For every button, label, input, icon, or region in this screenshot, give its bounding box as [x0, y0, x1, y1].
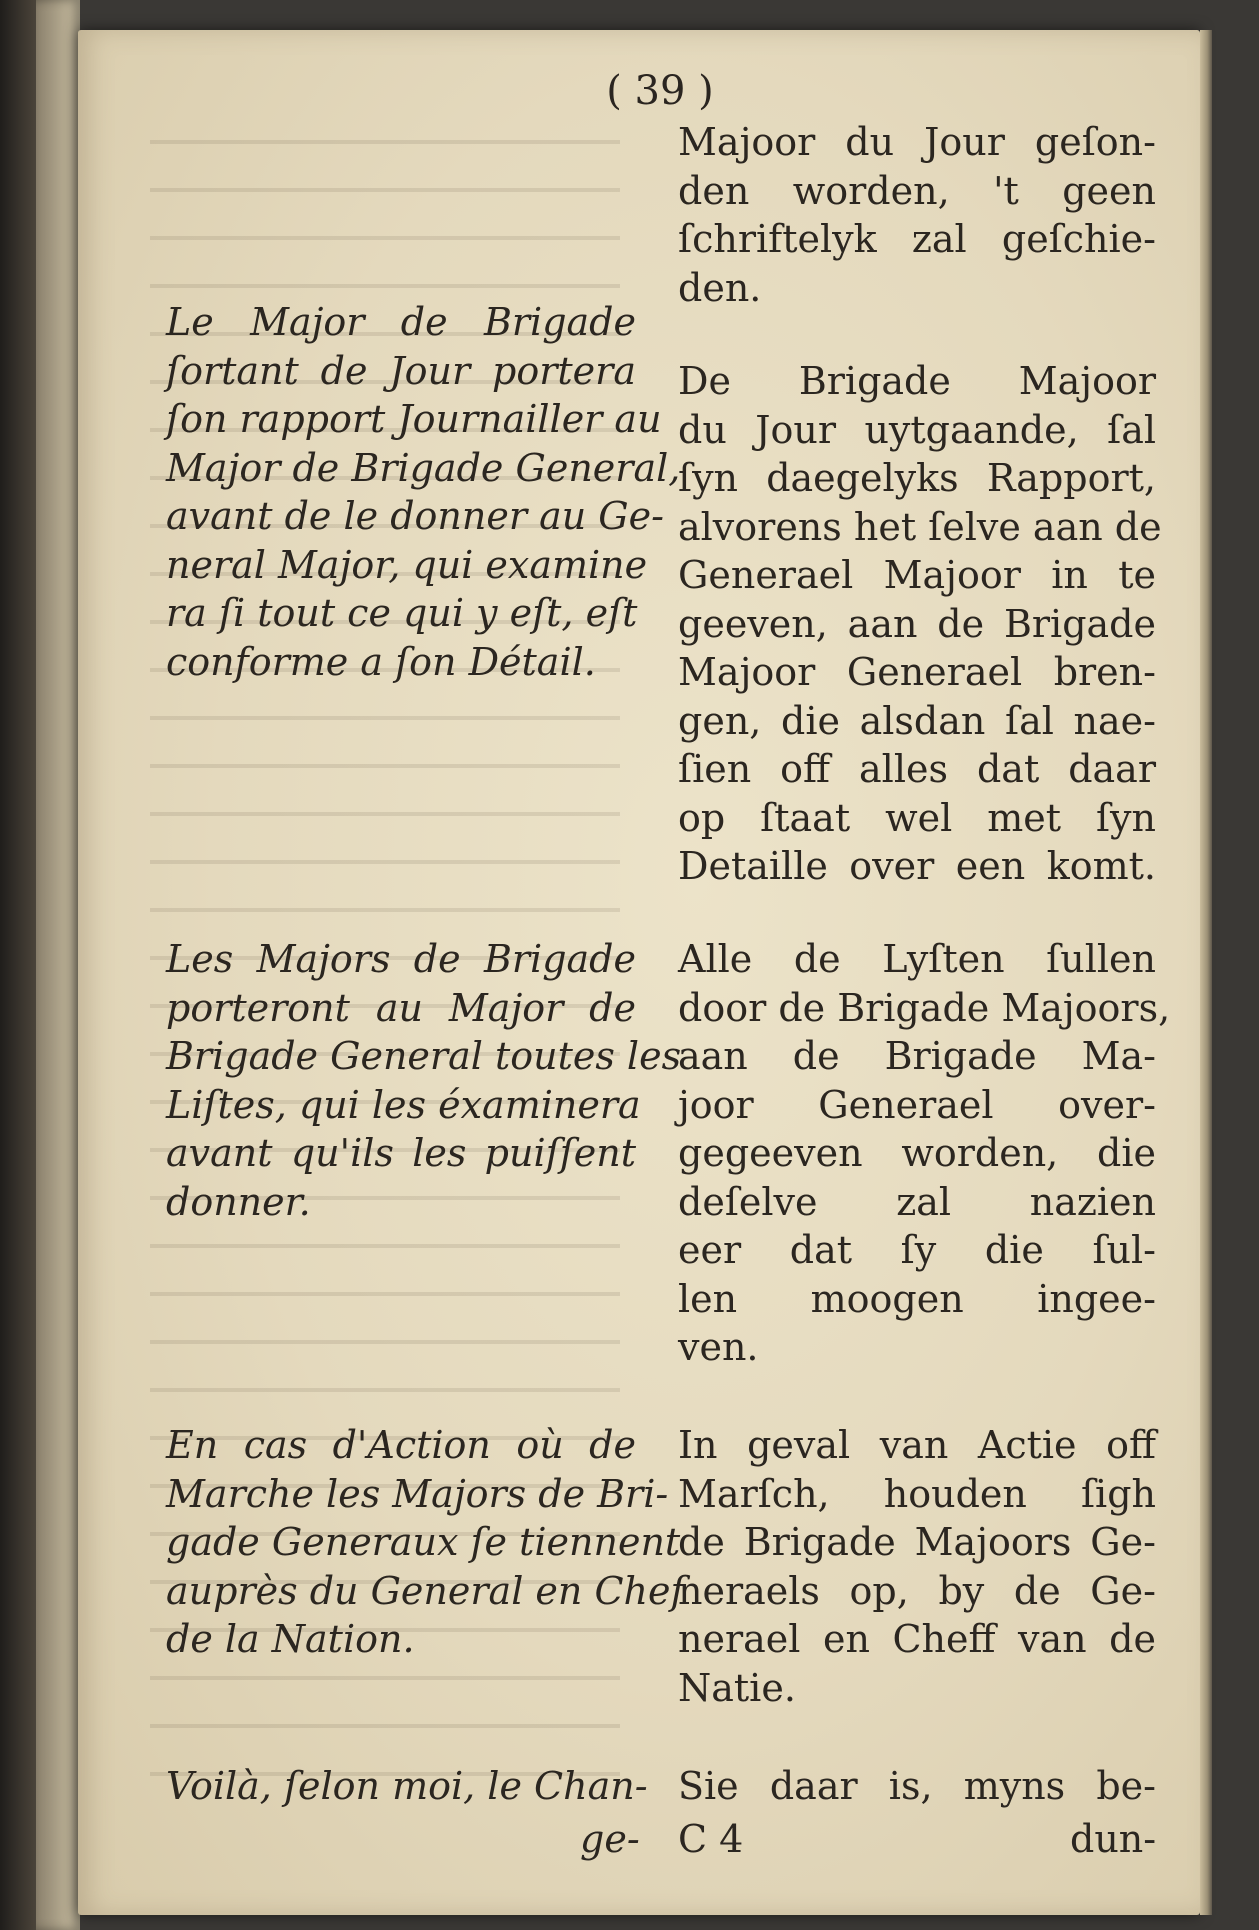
text-line: Liſtes, qui les éxaminera — [166, 1082, 641, 1127]
text-line: Sie daar is, myns be- — [678, 1764, 1156, 1808]
text-line: deſelve zal nazien — [678, 1179, 1156, 1224]
text-line: neraels op, by de Ge- — [678, 1568, 1156, 1613]
text-line: de la Nation. — [166, 1617, 415, 1661]
text-line: Brigade General toutes les — [166, 1034, 682, 1078]
book-spine — [0, 0, 36, 1930]
text-line: aan de Brigade Ma- — [678, 1034, 1156, 1078]
text-line: Les Majors de Brigade — [166, 937, 636, 981]
signature-mark: C 4 — [678, 1817, 744, 1861]
catchword-left: ge- — [580, 1817, 640, 1861]
text-line: den. — [678, 265, 762, 310]
text-line: eer dat ſy die ſul- — [678, 1228, 1156, 1272]
text-line: gen, die alsdan ſal nae- — [678, 698, 1156, 743]
text-line: porteront au Major de — [166, 985, 636, 1030]
text-line: ſchriftelyk zal geſchie- — [678, 217, 1156, 261]
text-line: ven. — [678, 1325, 759, 1369]
text-line: Marche les Majors de Bri- — [166, 1471, 669, 1516]
dutch-paragraph-1 — [678, 118, 1156, 312]
text-line: conforme a ſon Détail. — [166, 639, 596, 684]
text-line: door de Brigade Majoors, — [678, 985, 1171, 1030]
text-line: op ſtaat wel met ſyn — [678, 795, 1156, 840]
text-line: du Jour uytgaande, ſal — [678, 407, 1156, 452]
text-line: Generael Majoor in te — [678, 553, 1156, 597]
page-number: ( 39 ) — [606, 68, 714, 114]
text-line: Natie. — [678, 1665, 796, 1710]
text-line: len moogen ingee- — [678, 1276, 1156, 1321]
text-line: Majoor Generael bren- — [678, 650, 1156, 694]
facing-page-edge — [36, 0, 80, 1930]
text-line: avant de le donner au Ge- — [166, 494, 664, 538]
text-line: ſon rapport Journailler au — [166, 397, 662, 441]
french-paragraph-3 — [166, 1421, 685, 1664]
dutch-paragraph-3 — [678, 935, 1171, 1372]
french-paragraph-2 — [166, 935, 682, 1226]
text-line: De Brigade Majoor — [678, 359, 1156, 403]
text-line: den worden, 't geen — [678, 168, 1156, 213]
text-line: Alle de Lyſten ſullen — [678, 937, 1156, 981]
dutch-paragraph-2 — [678, 357, 1162, 891]
text-line: Majoor du Jour geſon- — [678, 120, 1156, 164]
french-paragraph-4 — [166, 1762, 648, 1811]
text-line: Marſch, houden ſigh — [678, 1471, 1156, 1516]
text-line: joor Generael over- — [678, 1082, 1156, 1127]
text-line: Major de Brigade General, — [166, 445, 681, 490]
text-line: ſortant de Jour portera — [166, 348, 636, 393]
text-line: avant qu'ils les puiſſent — [166, 1131, 636, 1175]
catchword-right: dun- — [1070, 1817, 1157, 1861]
text-line: donner. — [166, 1179, 311, 1224]
page-edge — [1200, 30, 1212, 1915]
text-line: In geval van Actie off — [678, 1423, 1156, 1467]
text-line: Detaille over een komt. — [678, 844, 1156, 888]
french-paragraph-1 — [166, 298, 681, 686]
dutch-paragraph-4 — [678, 1421, 1156, 1712]
text-line: neral Major, qui examine — [166, 542, 648, 587]
text-line: de Brigade Majoors Ge- — [678, 1520, 1156, 1564]
text-line: ra ſi tout ce qui y eſt, eſt — [166, 591, 638, 635]
text-line: gegeeven worden, die — [678, 1131, 1156, 1175]
text-line: geeven, aan de Brigade — [678, 601, 1156, 646]
text-line: ſyn daegelyks Rapport, — [678, 456, 1156, 500]
text-line: Le Major de Brigade — [166, 300, 636, 344]
text-line: gade Generaux ſe tiennent — [166, 1520, 681, 1564]
text-line: auprès du General en Chef — [166, 1568, 685, 1613]
text-line: En cas d'Action où de — [166, 1423, 636, 1467]
text-line: alvorens het ſelve aan de — [678, 504, 1162, 549]
text-line: nerael en Cheff van de — [678, 1617, 1156, 1661]
dutch-paragraph-5 — [678, 1762, 1156, 1811]
text-line: ſien off alles dat daar — [678, 747, 1156, 791]
text-line: Voilà, ſelon moi, le Chan- — [166, 1764, 648, 1808]
